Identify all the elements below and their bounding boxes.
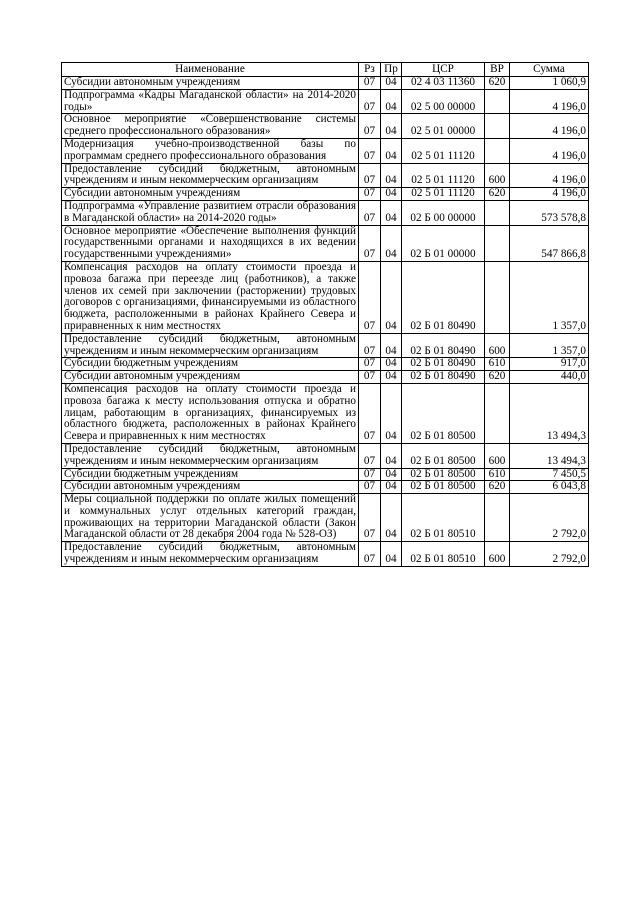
- row-rz: 07: [359, 443, 381, 468]
- row-vr: [485, 383, 510, 443]
- row-sum: 2 792,0: [510, 494, 589, 542]
- row-vr: 600: [485, 333, 510, 358]
- row-rz: 07: [359, 542, 381, 567]
- row-csr: 02 5 00 00000: [402, 89, 485, 114]
- row-name: Субсидии автономным учреждениям: [62, 77, 359, 90]
- row-sum: 1 357,0: [510, 261, 589, 333]
- row-csr: 02 5 01 00000: [402, 114, 485, 139]
- row-sum: 4 196,0: [510, 114, 589, 139]
- row-pr: 04: [381, 468, 402, 481]
- row-rz: 07: [359, 188, 381, 201]
- row-csr: 02 Б 00 00000: [402, 200, 485, 225]
- row-vr: 600: [485, 163, 510, 188]
- row-sum: 573 578,8: [510, 200, 589, 225]
- row-name: Меры социальной поддержки по оплате жилых помещений и коммунальных услуг отдельных категорий граждан, проживающих на территории Магаданской области (Закон Магаданской области от 28 декабря 2004 года № 528-ОЗ): [62, 494, 359, 542]
- row-pr: 04: [381, 371, 402, 384]
- row-name: Модернизация учебно-производственной базы по программам среднего профессионального образования: [62, 138, 359, 163]
- row-rz: 07: [359, 494, 381, 542]
- row-name: Субсидии автономным учреждениям: [62, 481, 359, 494]
- table-row: [62, 138, 589, 163]
- row-pr: 04: [381, 77, 402, 90]
- row-csr: 02 Б 01 80490: [402, 333, 485, 358]
- row-csr: 02 Б 01 80490: [402, 371, 485, 384]
- table-row: [62, 443, 589, 468]
- row-vr: 610: [485, 468, 510, 481]
- row-name: Предоставление субсидий бюджетным, автономным учреждениям и иным некоммерческим организациям: [62, 333, 359, 358]
- row-pr: 04: [381, 163, 402, 188]
- row-sum: 4 196,0: [510, 89, 589, 114]
- row-sum: 4 196,0: [510, 188, 589, 201]
- row-csr: 02 4 03 11360: [402, 77, 485, 90]
- row-pr: 04: [381, 261, 402, 333]
- header-vr: ВР: [485, 63, 510, 77]
- table-row: [62, 89, 589, 114]
- table-row: [62, 383, 589, 443]
- row-pr: 04: [381, 200, 402, 225]
- row-csr: 02 5 01 11120: [402, 188, 485, 201]
- row-csr: 02 Б 01 80490: [402, 261, 485, 333]
- row-rz: 07: [359, 333, 381, 358]
- row-name: Субсидии бюджетным учреждениям: [62, 468, 359, 481]
- row-csr: 02 Б 01 80500: [402, 443, 485, 468]
- row-name: Субсидии бюджетным учреждениям: [62, 358, 359, 371]
- table-header-row: [62, 63, 589, 77]
- row-vr: 610: [485, 358, 510, 371]
- row-pr: 04: [381, 89, 402, 114]
- row-name: Предоставление субсидий бюджетным, автономным учреждениям и иным некоммерческим организациям: [62, 542, 359, 567]
- row-csr: 02 5 01 11120: [402, 163, 485, 188]
- row-csr: 02 Б 01 80490: [402, 358, 485, 371]
- row-sum: 1 357,0: [510, 333, 589, 358]
- header-name: Наименование: [62, 63, 359, 77]
- row-pr: 04: [381, 494, 402, 542]
- row-csr: 02 5 01 11120: [402, 138, 485, 163]
- row-sum: 547 866,8: [510, 225, 589, 261]
- row-rz: 07: [359, 383, 381, 443]
- row-vr: [485, 494, 510, 542]
- header-pr: Пр: [381, 63, 402, 77]
- row-name: Субсидии автономным учреждениям: [62, 188, 359, 201]
- row-vr: 620: [485, 77, 510, 90]
- row-sum: 4 196,0: [510, 163, 589, 188]
- row-name: Субсидии автономным учреждениям: [62, 371, 359, 384]
- table-row: [62, 200, 589, 225]
- row-rz: 07: [359, 261, 381, 333]
- row-sum: 13 494,3: [510, 443, 589, 468]
- row-rz: 07: [359, 114, 381, 139]
- table-row: [62, 225, 589, 261]
- row-name: Подпрограмма «Кадры Магаданской области» на 2014-2020 годы»: [62, 89, 359, 114]
- table-row: [62, 542, 589, 567]
- row-pr: 04: [381, 333, 402, 358]
- row-rz: 07: [359, 77, 381, 90]
- table-row: [62, 77, 589, 90]
- row-rz: 07: [359, 371, 381, 384]
- row-vr: [485, 261, 510, 333]
- row-sum: 13 494,3: [510, 383, 589, 443]
- row-csr: 02 Б 01 00000: [402, 225, 485, 261]
- row-vr: 620: [485, 371, 510, 384]
- row-csr: 02 Б 01 80500: [402, 481, 485, 494]
- row-name: Основное мероприятие «Совершенствование системы среднего профессионального образования»: [62, 114, 359, 139]
- row-pr: 04: [381, 481, 402, 494]
- table-row: [62, 358, 589, 371]
- header-csr: ЦСР: [402, 63, 485, 77]
- row-pr: 04: [381, 542, 402, 567]
- table-row: [62, 163, 589, 188]
- budget-table: [61, 62, 589, 567]
- table-row: [62, 333, 589, 358]
- row-name: Компенсация расходов на оплату стоимости проезда и провоза багажа к месту использования отпуска и обратно лицам, работающим в организациях, финансируемых из областного бюджета, расположенных в районах Крайнего Севера и приравненных к ним местностях: [62, 383, 359, 443]
- row-name: Основное мероприятие «Обеспечение выполнения функций государственными органами и находящихся в их ведении государственными учреждениями»: [62, 225, 359, 261]
- row-pr: 04: [381, 114, 402, 139]
- row-vr: 620: [485, 481, 510, 494]
- row-name: Компенсация расходов на оплату стоимости проезда и провоза багажа при переезде лиц (работников), а также членов их семей при заключении (расторжении) трудовых договоров с организациями, финансируемыми из областного бюджета, расположенными в районах Крайнего Севера и приравненных к ним местностях: [62, 261, 359, 333]
- row-vr: [485, 138, 510, 163]
- row-pr: 04: [381, 383, 402, 443]
- table-row: [62, 261, 589, 333]
- row-csr: 02 Б 01 80510: [402, 542, 485, 567]
- row-rz: 07: [359, 468, 381, 481]
- row-csr: 02 Б 01 80500: [402, 468, 485, 481]
- row-rz: 07: [359, 481, 381, 494]
- row-rz: 07: [359, 200, 381, 225]
- row-rz: 07: [359, 358, 381, 371]
- row-pr: 04: [381, 188, 402, 201]
- row-name: Подпрограмма «Управление развитием отрасли образования в Магаданской области» на 2014-2020 годы»: [62, 200, 359, 225]
- row-sum: 7 450,5: [510, 468, 589, 481]
- table-row: [62, 494, 589, 542]
- row-pr: 04: [381, 443, 402, 468]
- row-vr: [485, 225, 510, 261]
- row-rz: 07: [359, 89, 381, 114]
- row-vr: [485, 89, 510, 114]
- row-sum: 2 792,0: [510, 542, 589, 567]
- row-sum: 1 060,9: [510, 77, 589, 90]
- row-pr: 04: [381, 358, 402, 371]
- row-vr: 620: [485, 188, 510, 201]
- row-pr: 04: [381, 225, 402, 261]
- header-rz: Рз: [359, 63, 381, 77]
- row-vr: 600: [485, 443, 510, 468]
- row-csr: 02 Б 01 80500: [402, 383, 485, 443]
- row-name: Предоставление субсидий бюджетным, автономным учреждениям и иным некоммерческим организациям: [62, 443, 359, 468]
- row-pr: 04: [381, 138, 402, 163]
- row-sum: 6 043,8: [510, 481, 589, 494]
- row-vr: 600: [485, 542, 510, 567]
- row-rz: 07: [359, 225, 381, 261]
- table-row: [62, 114, 589, 139]
- row-sum: 440,0: [510, 371, 589, 384]
- table-row: [62, 371, 589, 384]
- row-sum: 917,0: [510, 358, 589, 371]
- row-vr: [485, 200, 510, 225]
- header-sum: Сумма: [510, 63, 589, 77]
- table-row: [62, 481, 589, 494]
- row-sum: 4 196,0: [510, 138, 589, 163]
- table-row: [62, 188, 589, 201]
- table-body: [62, 77, 589, 567]
- row-rz: 07: [359, 138, 381, 163]
- row-rz: 07: [359, 163, 381, 188]
- row-csr: 02 Б 01 80510: [402, 494, 485, 542]
- row-vr: [485, 114, 510, 139]
- row-name: Предоставление субсидий бюджетным, автономным учреждениям и иным некоммерческим организациям: [62, 163, 359, 188]
- table-row: [62, 468, 589, 481]
